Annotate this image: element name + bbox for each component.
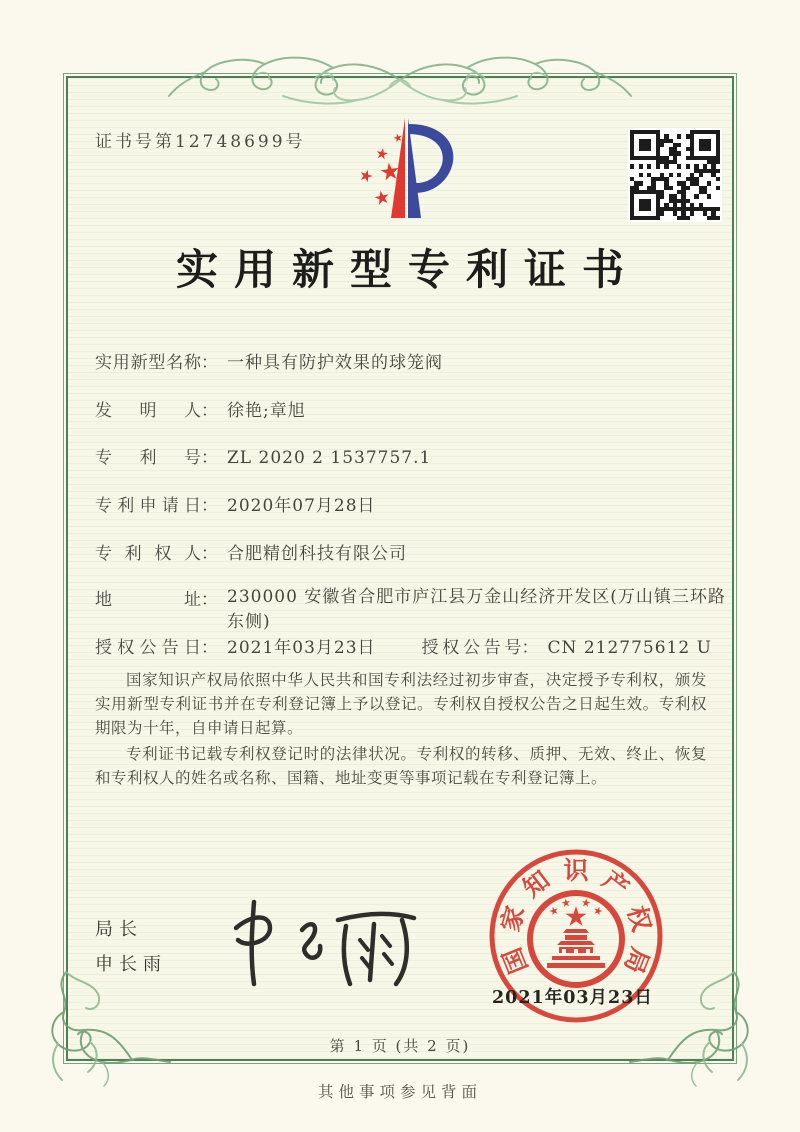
field-row-patentee: 专 利 权 人 ： 合肥精创科技有限公司 bbox=[95, 539, 407, 563]
cnipa-logo bbox=[346, 112, 468, 226]
certificate-number: 证书号第12748699号 bbox=[95, 132, 306, 152]
field-value: CN 212775612 U bbox=[547, 638, 712, 658]
qr-code bbox=[628, 128, 722, 222]
svg-text:识: 识 bbox=[563, 856, 589, 885]
page-number: 第 1 页 (共 2 页) bbox=[329, 1037, 471, 1055]
svg-text:家: 家 bbox=[495, 902, 531, 935]
director-title: 局长 bbox=[95, 919, 143, 940]
svg-text:国: 国 bbox=[497, 943, 534, 978]
field-row-patent-no: 专 利 号 ： ZL 2020 2 1537757.1 bbox=[95, 443, 431, 467]
svg-text:局: 局 bbox=[618, 943, 655, 978]
field-value: 合肥精创科技有限公司 bbox=[227, 544, 407, 564]
svg-text:产: 产 bbox=[596, 864, 635, 904]
field-label: 授 权 公 告 号 bbox=[421, 638, 522, 658]
field-row-name: 实 用 新 型 名 称 ： 一种具有防护效果的球笼阀 bbox=[95, 348, 443, 372]
field-value: 徐艳;章旭 bbox=[227, 401, 306, 421]
field-label: 专 利 号 bbox=[95, 448, 201, 468]
field-value: 一种具有防护效果的球笼阀 bbox=[227, 353, 443, 373]
back-note: 其他事项参见背面 bbox=[317, 1083, 482, 1101]
field-label: 地 址 bbox=[95, 590, 201, 610]
field-label: 专 利 申 请 日 bbox=[95, 496, 201, 516]
field-row-grant: 授 权 公 告 日 ： 2021年03月23日 授 权 公 告 号 ： CN 212775612 U bbox=[95, 633, 712, 657]
field-row-inventor: 发 明 人 ： 徐艳;章旭 bbox=[95, 396, 306, 420]
seal-date: 2021年03月23日 bbox=[492, 988, 653, 1008]
field-row-filing-date: 专 利 申 请 日 ： 2020年07月28日 bbox=[95, 491, 376, 515]
director-signature bbox=[218, 888, 438, 998]
body-paragraph: 国家知识产权局依照中华人民共和国专利法经过初步审查，决定授予专利权，颁发实用新型专利证书并在专利登记簿上予以登记。专利权自授权公告之日起生效。专利权期限为十年，自申请日起算。 bbox=[95, 671, 707, 737]
director-name: 申长雨 bbox=[95, 954, 167, 975]
field-label: 专 利 权 人 bbox=[95, 544, 201, 564]
ornament-top bbox=[165, 28, 635, 108]
ornament-bottom-left bbox=[36, 968, 176, 1088]
field-value: 2021年03月23日 bbox=[227, 638, 376, 658]
field-value: 2020年07月28日 bbox=[227, 496, 376, 516]
field-value: ZL 2020 2 1537757.1 bbox=[227, 448, 432, 468]
field-label: 授 权 公 告 日 bbox=[95, 638, 201, 658]
field-label: 发 明 人 bbox=[95, 401, 201, 421]
svg-text:权: 权 bbox=[621, 902, 657, 935]
field-value: 230000 安徽省合肥市庐江县万金山经济开发区(万山镇三环路东侧) bbox=[227, 587, 726, 632]
legal-text bbox=[95, 668, 707, 792]
field-row-address: 地 址 ： 230000 安徽省合肥市庐江县万金山经济开发区(万山镇三环路东侧) bbox=[95, 585, 727, 609]
field-label: 实 用 新 型 名 称 bbox=[95, 353, 201, 373]
svg-text:知: 知 bbox=[517, 864, 556, 904]
certificate-title: 实用新型专利证书 bbox=[175, 245, 640, 294]
body-paragraph: 专利证书记载专利权登记时的法律状况。专利权的转移、质押、无效、终止、恢复和专利权人的姓名或名称、国籍、地址变更等事项记载在专利登记簿上。 bbox=[95, 745, 707, 787]
